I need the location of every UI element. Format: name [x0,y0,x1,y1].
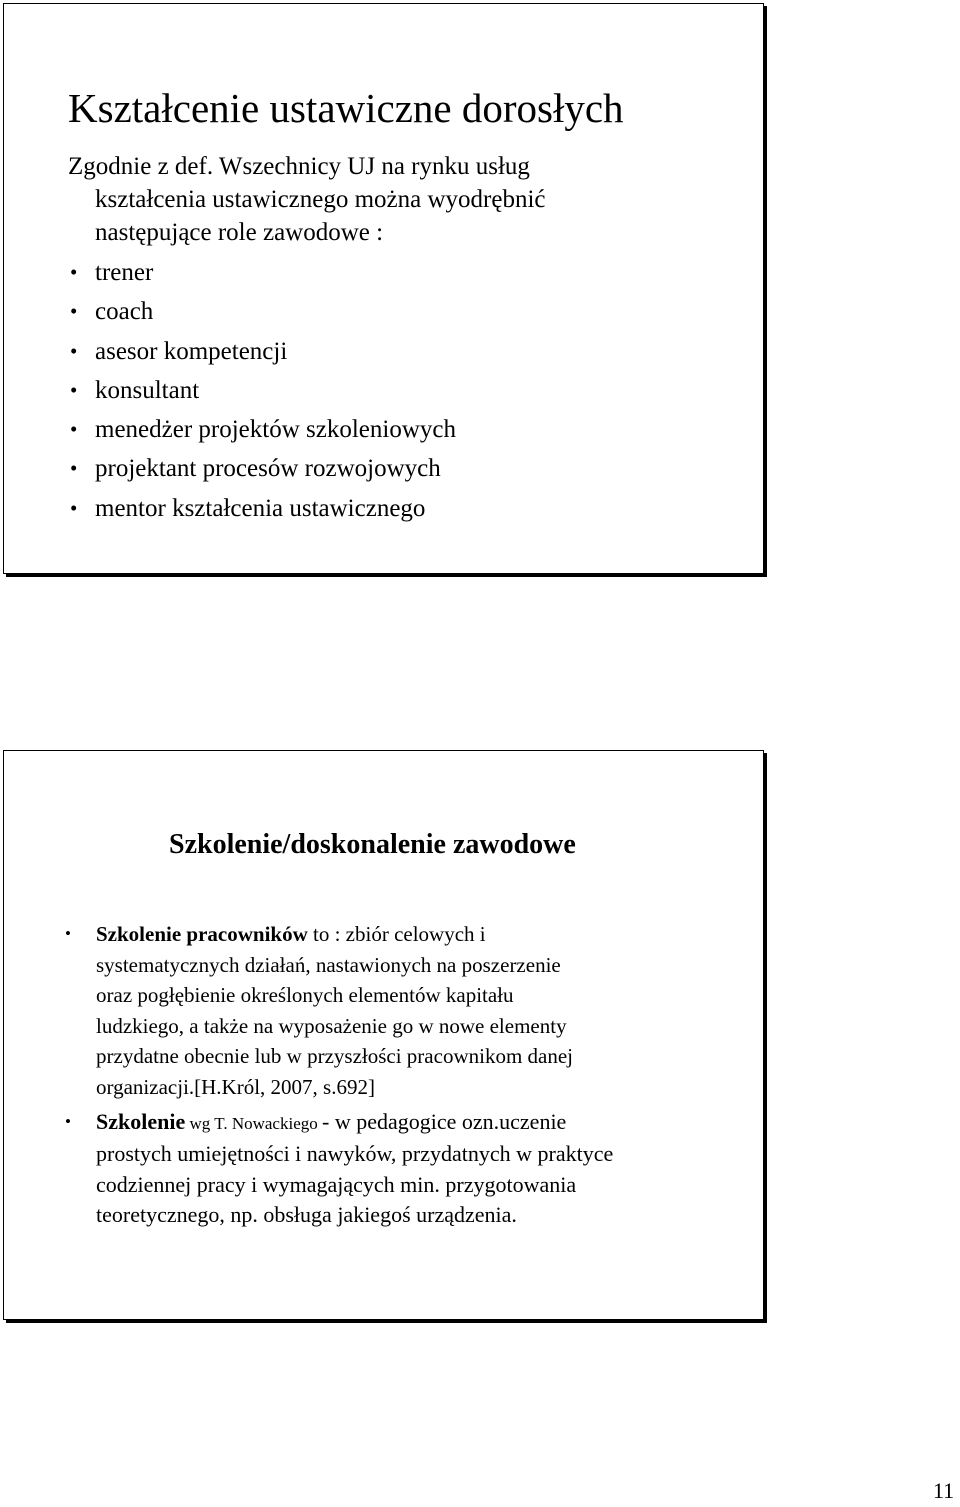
slide-1 [3,3,764,574]
item-line: przydatne obecnie lub w przyszłości pracownikom danej [96,1044,574,1069]
item-first-line [96,919,744,950]
item-line: organizacji.[H.Król, 2007, s.692] [96,1074,375,1099]
page-number: 11 [933,1478,955,1503]
list-item: • projektant procesów rozwojowych [68,449,456,488]
intro-line: Zgodnie z def. Wszechnicy UJ na rynku usług [68,153,530,180]
list-item: • mentor kształcenia ustawicznego [68,489,456,528]
list-item: • konsultant [68,371,456,410]
item-first-line [96,1107,744,1140]
item-line: codziennej pracy i wymagających min. przygotowania [96,1171,577,1197]
item-line: ludzkiego, a także na wyposażenie go w nowe elementy [96,1013,567,1038]
list-item: • menedżer projektów szkoleniowych [68,410,456,449]
list-item: • asesor kompetencji [68,332,456,371]
roles-list [68,253,456,528]
item-line: prostych umiejętności i nawyków, przydatnych w praktyce [96,1141,614,1167]
slide-2-body [64,919,744,1231]
slide-2-title: Szkolenie/doskonalenie zawodowe [169,829,576,860]
item-lead: to : zbiór celowych i [307,922,486,946]
list-item: • trener [68,253,456,292]
intro-line: kształcenia ustawicznego można wyodrębnić [95,186,546,213]
term: Szkolenie [96,1108,186,1134]
item-lead: - w pedagogice ozn.uczenie [322,1108,567,1134]
item-line: teoretycznego, np. obsługa jakiegoś urządzenia. [96,1202,517,1228]
slide-2 [3,750,764,1320]
list-item: • coach [68,292,456,331]
author: wg T. Nowackiego [185,1113,322,1133]
item-line: oraz pogłębienie określonych elementów kapitału [96,983,514,1008]
item-line: systematycznych działań, nastawionych na poszerzenie [96,952,561,977]
list-item [64,919,744,1103]
slide-1-intro [68,150,546,249]
slide-1-title: Kształcenie ustawiczne dorosłych [68,85,624,131]
intro-line: następujące role zawodowe : [95,219,384,246]
list-item [64,1107,744,1231]
term: Szkolenie pracowników [96,922,308,946]
